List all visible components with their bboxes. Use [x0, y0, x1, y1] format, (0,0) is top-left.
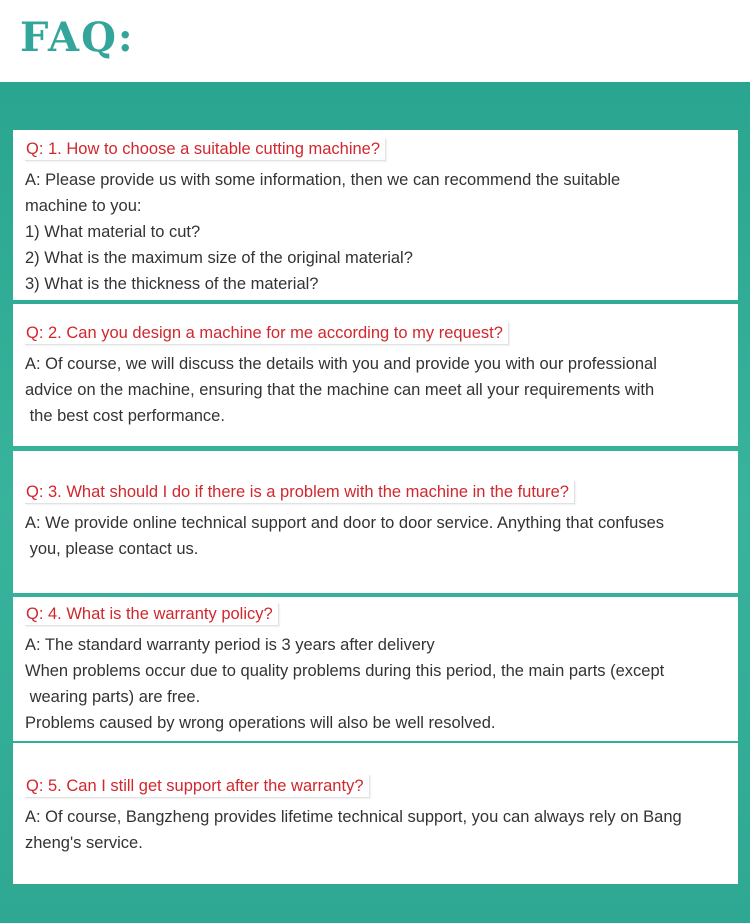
faq-answer-5 — [25, 804, 726, 856]
faq-answer-line: 3) What is the thickness of the material? — [25, 275, 319, 293]
page-header — [0, 0, 750, 82]
faq-answer-3 — [25, 510, 726, 562]
faq-answer-line: 2) What is the maximum size of the original material? — [25, 249, 413, 267]
faq-answer-line: 1) What material to cut? — [25, 223, 201, 241]
faq-answer-line: the best cost performance. — [25, 407, 225, 425]
faq-answer-line: A: Of course, we will discuss the details with you and provide you with our professional — [25, 355, 657, 373]
faq-question-4: Q: 4. What is the warranty policy? — [25, 603, 279, 626]
faq-card-4 — [13, 597, 738, 741]
faq-answer-line: A: Please provide us with some information, then we can recommend the suitable — [25, 171, 621, 189]
faq-question-3: Q: 3. What should I do if there is a problem with the machine in the future? — [25, 481, 575, 504]
faq-answer-line: When problems occur due to quality problems during this period, the main parts (except — [25, 662, 665, 680]
faq-card-2 — [13, 304, 738, 446]
faq-answer-line: Problems caused by wrong operations will also be well resolved. — [25, 714, 496, 732]
faq-card-5 — [13, 743, 738, 884]
faq-answer-line: A: Of course, Bangzheng provides lifetime technical support, you can always rely on Bang — [25, 808, 682, 826]
page-title: FAQ: — [20, 14, 135, 61]
faq-question-2: Q: 2. Can you design a machine for me according to my request? — [25, 322, 509, 345]
faq-answer-line: advice on the machine, ensuring that the machine can meet all your requirements with — [25, 381, 655, 399]
faq-answer-4 — [25, 632, 726, 736]
faq-card-1 — [13, 130, 738, 300]
faq-answer-line: A: We provide online technical support and door to door service. Anything that confuses — [25, 514, 664, 532]
faq-question-5: Q: 5. Can I still get support after the warranty? — [25, 775, 370, 798]
faq-question-1: Q: 1. How to choose a suitable cutting machine? — [25, 138, 386, 161]
faq-answer-line: machine to you: — [25, 197, 142, 215]
faq-card-3 — [13, 451, 738, 593]
faq-answer-line: zheng's service. — [25, 834, 143, 852]
faq-answer-line: A: The standard warranty period is 3 years after delivery — [25, 636, 435, 654]
faq-answer-line: you, please contact us. — [25, 540, 199, 558]
faq-answer-1 — [25, 167, 726, 297]
faq-answer-2 — [25, 351, 726, 429]
faq-answer-line: wearing parts) are free. — [25, 688, 201, 706]
